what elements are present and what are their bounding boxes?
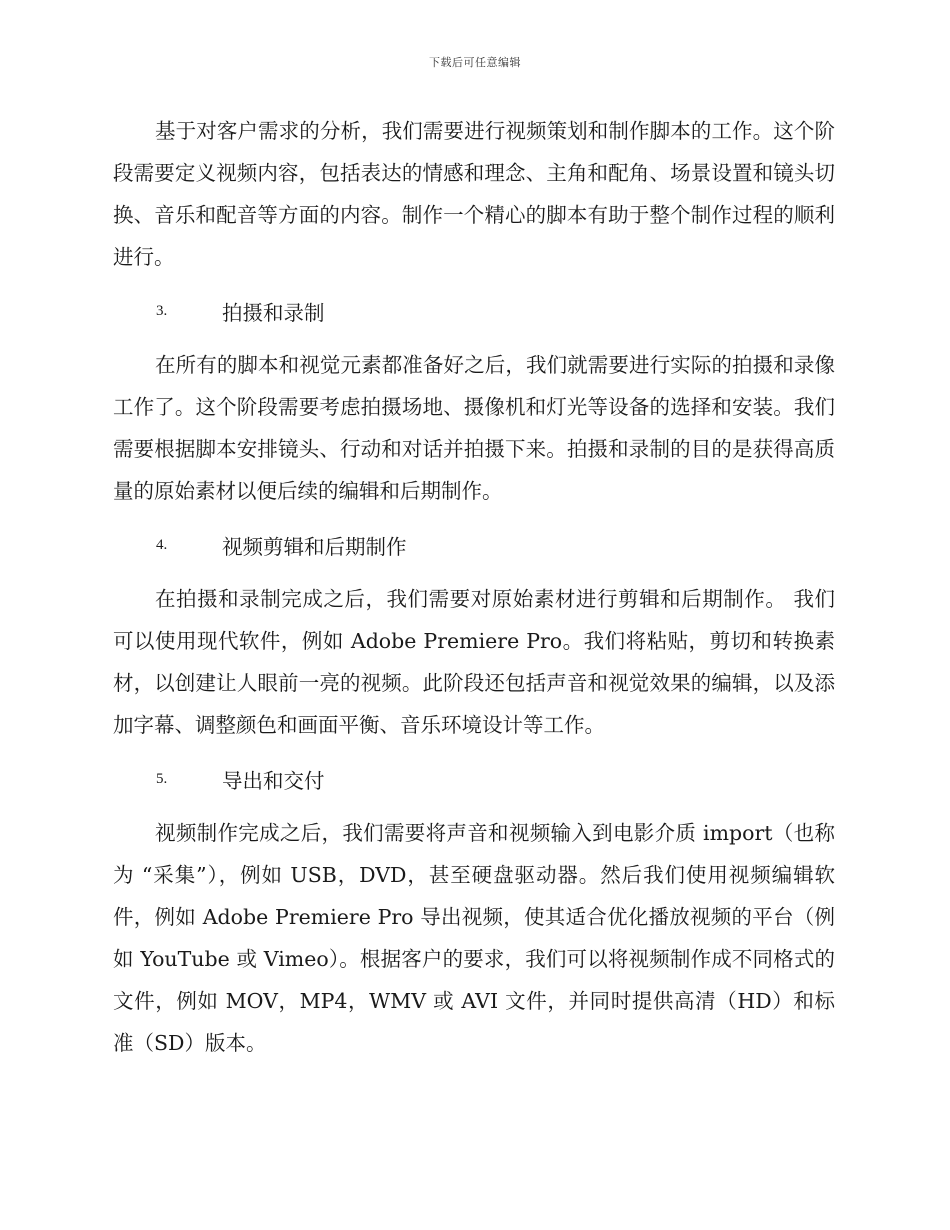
section-heading-shooting: [113, 290, 835, 332]
section-heading-editing: [113, 524, 835, 566]
paragraph-shooting: 在所有的脚本和视觉元素都准备好之后，我们就需要进行实际的拍摄和录像工作了。这个阶段需要考虑拍摄场地、摄像机和灯光等设备的选择和安装。我们需要根据脚本安排镜头、行动和对话并拍摄下来。拍摄和录制的目的是获得高质量的原始素材以便后续的编辑和后期制作。: [113, 353, 835, 503]
section-title: 导出和交付: [222, 769, 325, 793]
section-number: 3.: [156, 302, 168, 319]
section-number: 5.: [156, 770, 168, 787]
section-heading-export: [113, 758, 835, 800]
paragraph-export: 视频制作完成之后，我们需要将声音和视频输入到电影介质 import（也称为 “采集”），例如 USB，DVD，甚至硬盘驱动器。然后我们使用视频编辑软件，例如 Adobe Premiere Pro 导出视频，使其适合优化播放视频的平台（例如 YouTube 或 Vimeo）。根据客户的要求，我们可以将视频制作成不同格式的文件，例如 MOV，MP4，WMV 或 AVI 文件，并同时提供高清（HD）和标准（SD）版本。: [113, 821, 835, 1055]
paragraph-editing: 在拍摄和录制完成之后，我们需要对原始素材进行剪辑和后期制作。 我们可以使用现代软件，例如 Adobe Premiere Pro。我们将粘贴，剪切和转换素材，以创建让人眼前一亮的视频。此阶段还包括声音和视觉效果的编辑，以及添加字幕、调整颜色和画面平衡、音乐环境设计等工作。: [113, 587, 835, 737]
section-title: 视频剪辑和后期制作: [222, 535, 407, 559]
page-header: 下载后可任意编辑: [429, 56, 521, 69]
paragraph-script-planning: 基于对客户需求的分析，我们需要进行视频策划和制作脚本的工作。这个阶段需要定义视频内容，包括表达的情感和理念、主角和配角、场景设置和镜头切换、音乐和配音等方面的内容。制作一个精心的脚本有助于整个制作过程的顺利进行。: [113, 119, 835, 269]
document-body: [113, 110, 835, 1076]
section-title: 拍摄和录制: [222, 301, 325, 325]
section-number: 4.: [156, 536, 168, 553]
